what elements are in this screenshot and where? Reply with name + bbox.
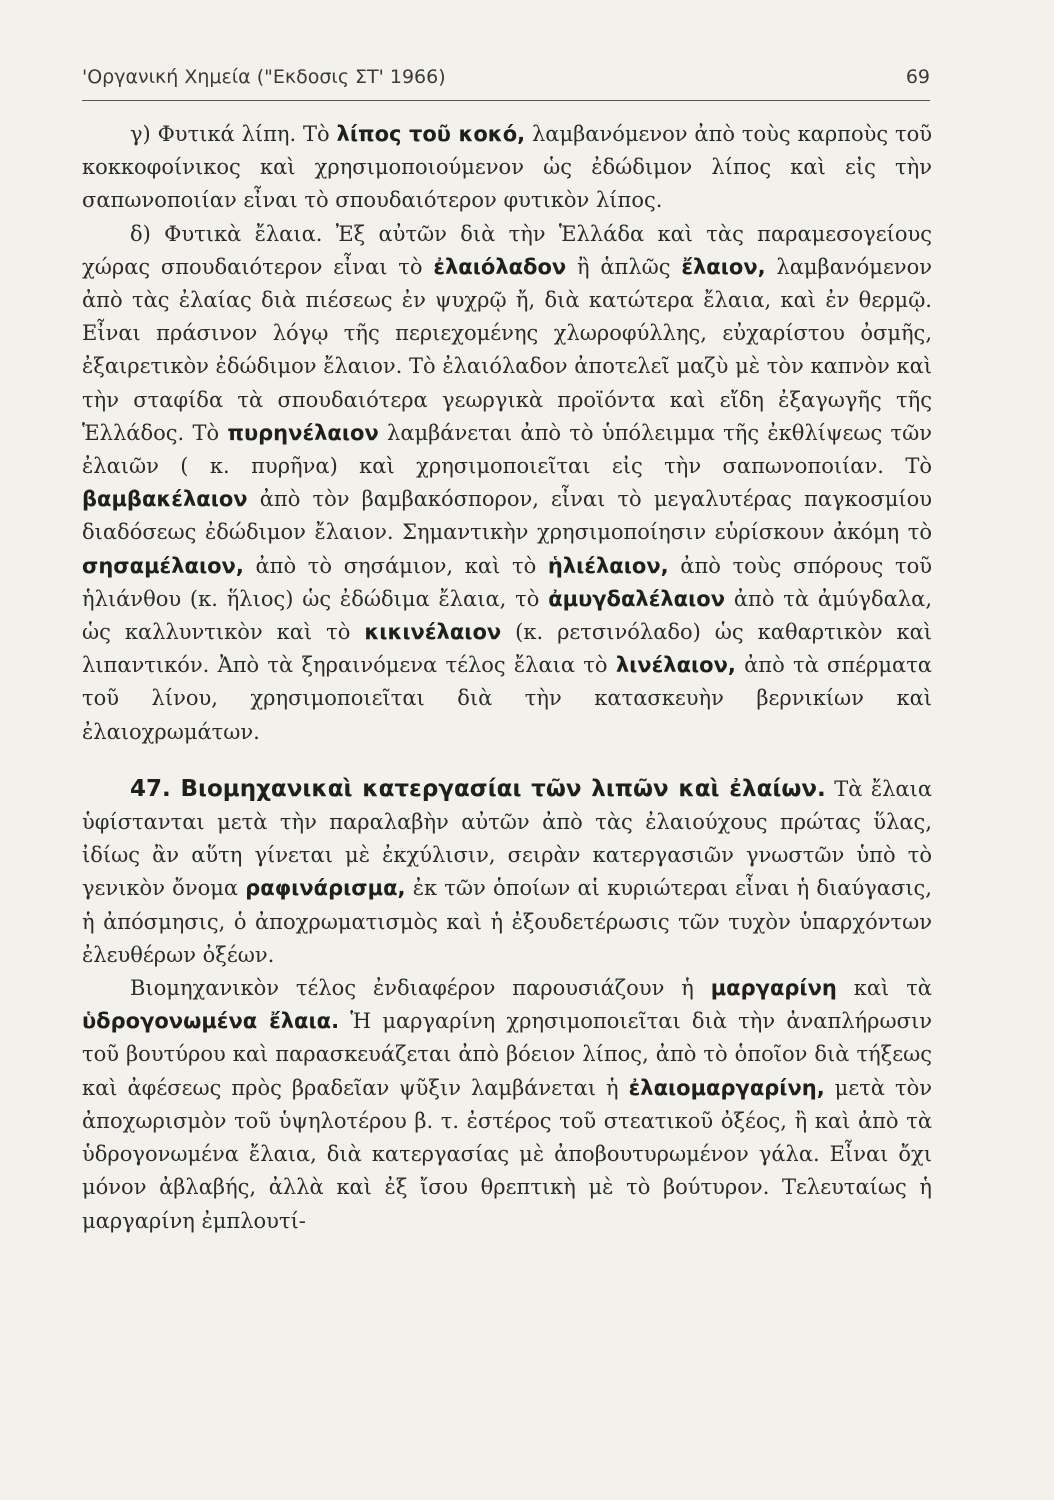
page-number: 69	[905, 66, 930, 88]
paragraph-plant-fats: γ) Φυτικά λίπη. Τὸ λίπος τοῦ κοκό, λαμβανόμενον ἀπὸ τοὺς καρποὺς τοῦ κοκκοφοίνικος καὶ χρησιμοποιούμενον ὡς ἐδώδιμον λίπος καὶ εἰς τὴν σαπωνοποιίαν εἶναι τὸ σπουδαιότερον φυτικὸν λίπος.	[82, 122, 933, 213]
term-coconut-fat: λίπος τοῦ κοκό,	[336, 122, 526, 146]
paragraph-plant-oils: δ) Φυτικὰ ἔλαια. Ἐξ αὐτῶν διὰ τὴν Ἑλλάδα καὶ τὰς παραμεσογείους χώρας σπουδαιότερον εἶναι τὸ ἐλαιόλαδον ἢ ἁπλῶς ἔλαιον, λαμβανόμενον ἀπὸ τὰς ἐλαίας διὰ πιέσεως ἐν ψυχρῷ ἤ, διὰ κατώτερα ἔλαια, καὶ ἐν θερμῷ. Εἶναι πράσινον λόγῳ τῆς περιεχομένης χλωροφύλλης, εὐχαρίστου ὀσμῆς, ἐξαιρετικὸν ἐδώδιμον ἔλαιον. Τὸ ἐλαιόλαδον ἀποτελεῖ μαζὺ μὲ τὸν καπνὸν καὶ τὴν σταφίδα τὰ σπουδαιότερα γεωργικὰ προϊόντα καὶ εἴδη ἐξαγωγῆς τῆς Ἑλλάδος. Τὸ πυρηνέλαιον λαμβάνεται ἀπὸ τὸ ὑπόλειμμα τῆς ἐκθλίψεως τῶν ἐλαιῶν ( κ. πυρῆνα) καὶ χρησιμοποιεῖται εἰς τὴν σαπωνοποιίαν. Τὸ βαμβακέλαιον ἀπὸ τὸν βαμβακόσπορον, εἶναι τὸ μεγαλυτέρας παγκοσμίου διαδόσεως ἐδώδιμον ἔλαιον. Σημαντικὴν χρησιμοποίησιν εὑρίσκουν ἀκόμη τὸ σησαμέλαιον, ἀπὸ τὸ σησάμιον, καὶ τὸ ἡλιέλαιον, ἀπὸ τοὺς σπόρους τοῦ ἡλιάνθου (κ. ἥλιος) ὡς ἐδώδιμα ἔλαια, τὸ ἀμυγδαλέλαιον ἀπὸ τὰ ἀμύγδαλα, ὡς καλλυντικὸν καὶ τὸ κικινέλαιον (κ. ρετσινόλαδο) ὡς καθαρτικὸν καὶ λιπαντικόν. Ἀπὸ τὰ ξηραινόμενα τέλος ἔλαια τὸ λινέλαιον, ἀπὸ τὰ σπέρματα τοῦ λίνου, χρησιμοποιεῖται διὰ τὴν κατασκευὴν βερνικίων καὶ ἐλαιοχρωμάτων.	[82, 221, 932, 744]
term-sesame-oil: σησαμέλαιον,	[82, 553, 244, 578]
term-olive-oil: ἐλαιόλαδον	[433, 254, 567, 279]
running-header	[82, 66, 930, 88]
term-refining: ραφινάρισμα,	[245, 876, 406, 901]
term-linseed-oil: λινέλαιον,	[615, 653, 736, 678]
section-gap	[82, 749, 932, 773]
term-oil: ἔλαιον,	[681, 254, 766, 279]
term-pomace-oil: πυρηνέλαιον	[227, 420, 379, 445]
section-47: 47. Βιομηχανικαὶ κατεργασίαι τῶν λιπῶν καὶ ἐλαίων. Τὰ ἔλαια ὑφίστανται μετὰ τὴν παραλαβὴν αὐτῶν ἀπὸ τὰς ἐλαιούχους πρώτας ὕλας, ἰδίως ἂν αὕτη γίνεται μὲ ἐκχύλισιν, σειρὰν κατεργασιῶν γνωστῶν ὑπὸ τὸ γενικὸν ὄνομα ραφινάρισμα, ἐκ τῶν ὁποίων αἱ κυριώτεραι εἶναι ἡ διαύγασις, ἡ ἀπόσμησις, ὁ ἀποχρωματισμὸς καὶ ἡ ἐξουδετέρωσις τῶν τυχὸν ὑπαρχόντων ἐλευθέρων ὀξέων.	[82, 775, 932, 967]
header-rule	[82, 100, 930, 101]
term-castor-oil: κικινέλαιον	[364, 620, 502, 645]
term-margarine: μαργαρίνη	[710, 976, 837, 1001]
page-body	[82, 118, 932, 1238]
term-sunflower-oil: ἡλιέλαιον,	[547, 553, 669, 578]
term-hydrogenated-oils: ὑδρογονωμένα ἔλαια.	[82, 1009, 340, 1034]
section-heading: 47. Βιομηχανικαὶ κατεργασίαι τῶν λιπῶν καὶ ἐλαίων.	[130, 775, 826, 802]
term-cottonseed-oil: βαμβακέλαιον	[82, 487, 248, 512]
running-title: 'Οργανική Χημεία ("Εκδοσις ΣΤ' 1966)	[82, 66, 446, 88]
term-oleomargarine: ἐλαιομαργαρίνη,	[628, 1075, 825, 1100]
paragraph-margarine: Βιομηχανικὸν τέλος ἐνδιαφέρον παρουσιάζουν ἡ μαργαρίνη καὶ τὰ ὑδρογονωμένα ἔλαια. Ἡ μαργαρίνη χρησιμοποιεῖται διὰ τὴν ἀναπλήρωσιν τοῦ βουτύρου καὶ παρασκευάζεται ἀπὸ βόειον λίπος, ἀπὸ τὸ ὁποῖον διὰ τήξεως καὶ ἀφέσεως πρὸς βραδεῖαν ψῦξιν λαμβάνεται ἡ ἐλαιομαργαρίνη, μετὰ τὸν ἀποχωρισμὸν τοῦ ὑψηλοτέρου β. τ. ἐστέρος τοῦ στεατικοῦ ὀξέος, ἢ καὶ ἀπὸ τὰ ὑδρογονωμένα ἔλαια, διὰ κατεργασίας μὲ ἀποβουτυρωμένον γάλα. Εἶναι ὄχι μόνον ἀβλαβής, ἀλλὰ καὶ ἐξ ἴσου θρεπτικὴ μὲ τὸ βούτυρον. Τελευταίως ἡ μαργαρίνη ἐμπλουτί-	[82, 976, 932, 1233]
term-almond-oil: ἀμυγδαλέλαιον	[548, 586, 726, 611]
